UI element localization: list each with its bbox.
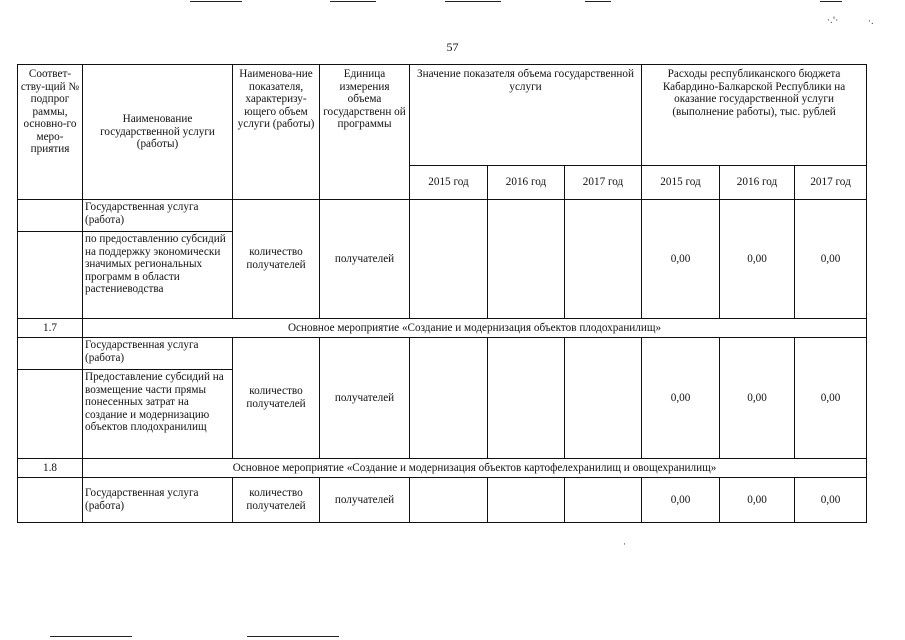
volume-cell <box>565 200 642 319</box>
page-number: 57 <box>446 40 459 54</box>
section-row <box>18 459 867 478</box>
expense-cell: 0,00 <box>642 200 720 319</box>
scan-speck: ·.'· <box>827 16 839 26</box>
volume-cell <box>410 478 488 523</box>
header-expense-group: Расходы республиканского бюджета Кабардино-Балкарской Республики на оказание государственной услуги (выполнение работы), тыс. рублей <box>642 65 867 166</box>
scan-line <box>247 636 339 637</box>
header-volume-group: Значение показателя объема государственной услуги <box>410 65 642 166</box>
scan-line <box>330 1 376 2</box>
scan-line <box>585 1 611 2</box>
volume-cell <box>410 338 488 459</box>
header-volume-year-2015: 2015 год <box>410 166 488 200</box>
header-indicator-name: Наименова-ние показателя, характеризу-ющего объем услуги (работы) <box>233 65 320 200</box>
scan-line <box>190 1 242 2</box>
scan-line <box>445 1 501 2</box>
service-description: по предоставлению субсидий на поддержку экономически значимых региональных программ в области растениеводства <box>83 232 233 319</box>
code-cell <box>18 478 83 523</box>
header-expense-year-2015: 2015 год <box>642 166 720 200</box>
volume-cell <box>488 478 565 523</box>
expense-cell: 0,00 <box>795 478 867 523</box>
section-title: Основное мероприятие «Создание и модернизация объектов картофелехранилищ и овощехранилищ» <box>83 459 867 478</box>
table-row <box>18 478 867 523</box>
code-cell <box>18 200 83 232</box>
services-table <box>17 64 867 523</box>
table-row <box>18 200 867 232</box>
code-cell <box>18 232 83 319</box>
scan-speck: ·. <box>868 17 874 27</box>
indicator-cell: количество получателей <box>233 478 320 523</box>
volume-cell <box>488 200 565 319</box>
header-service-name: Наименование государственной услуги (работы) <box>83 65 233 200</box>
volume-cell <box>565 338 642 459</box>
header-expense-year-2017: 2017 год <box>795 166 867 200</box>
header-expense-year-2016: 2016 год <box>720 166 795 200</box>
table-row <box>18 338 867 370</box>
service-title: Государственная услуга (работа) <box>83 200 233 232</box>
scan-line <box>820 1 842 2</box>
scan-speck: · <box>623 540 626 550</box>
header-volume-year-2016: 2016 год <box>488 166 565 200</box>
volume-cell <box>565 478 642 523</box>
expense-cell: 0,00 <box>795 338 867 459</box>
volume-cell <box>488 338 565 459</box>
expense-cell: 0,00 <box>642 478 720 523</box>
scan-line <box>50 636 132 637</box>
expense-cell: 0,00 <box>720 338 795 459</box>
section-title: Основное мероприятие «Создание и модернизация объектов плодохранилищ» <box>83 319 867 338</box>
header-row-top <box>18 65 867 166</box>
header-code: Соответ-ству-щий № подпрог раммы, основно-го меро-приятия <box>18 65 83 200</box>
header-volume-year-2017: 2017 год <box>565 166 642 200</box>
unit-cell: получателей <box>320 338 410 459</box>
service-description: Предоставление субсидий на возмещение части прямы понесенных затрат на создание и модернизацию объектов плодохранилищ <box>83 370 233 459</box>
service-title: Государственная услуга (работа) <box>83 478 233 523</box>
section-code: 1.7 <box>18 319 83 338</box>
service-title: Государственная услуга (работа) <box>83 338 233 370</box>
indicator-cell: количество получателей <box>233 338 320 459</box>
expense-cell: 0,00 <box>795 200 867 319</box>
volume-cell <box>410 200 488 319</box>
unit-cell: получателей <box>320 200 410 319</box>
code-cell <box>18 338 83 370</box>
expense-cell: 0,00 <box>642 338 720 459</box>
header-unit: Единица измерения объема государственн ой программы <box>320 65 410 200</box>
code-cell <box>18 370 83 459</box>
section-code: 1.8 <box>18 459 83 478</box>
expense-cell: 0,00 <box>720 200 795 319</box>
expense-cell: 0,00 <box>720 478 795 523</box>
indicator-cell: количество получателей <box>233 200 320 319</box>
unit-cell: получателей <box>320 478 410 523</box>
section-row <box>18 319 867 338</box>
